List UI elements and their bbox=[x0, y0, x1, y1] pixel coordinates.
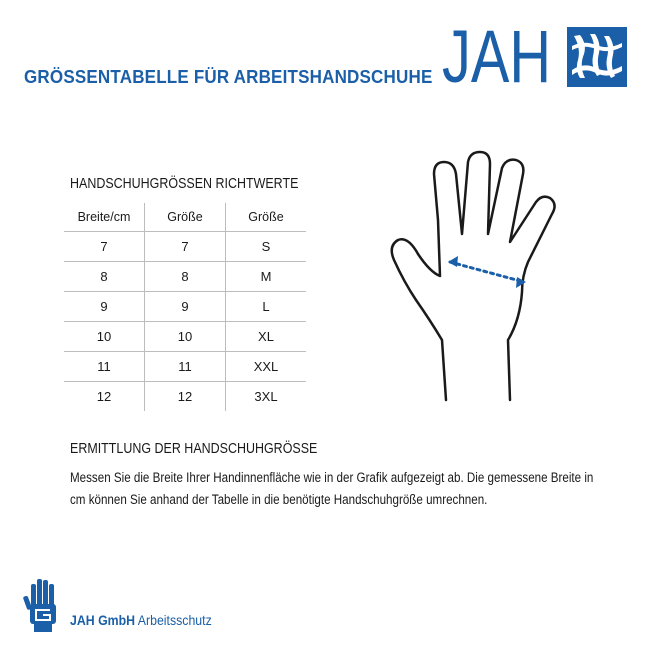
brand-logo bbox=[442, 15, 632, 100]
size-table-heading: HANDSCHUHGRÖSSEN RICHTWERTE bbox=[70, 176, 299, 192]
hand-measurement-icon bbox=[378, 150, 588, 405]
table-row bbox=[64, 262, 306, 292]
brand-mark-icon bbox=[566, 26, 628, 88]
table-cell: 8 bbox=[64, 262, 145, 292]
measurement-heading: ERMITTLUNG DER HANDSCHUHGRÖSSE bbox=[70, 441, 318, 457]
company-logo-icon bbox=[22, 578, 62, 634]
arrow-head-left bbox=[448, 256, 458, 267]
table-cell: 12 bbox=[64, 382, 145, 412]
column-header-size-number: Größe bbox=[145, 203, 226, 232]
measurement-instructions: Messen Sie die Breite Ihrer Handinnenfläche wie in der Grafik aufgezeigt ab. Die gemessene Breite in cm können Sie anhand der Tabelle in die benötigte Handschuhgröße umrechnen. bbox=[70, 470, 594, 507]
column-header-width: Breite/cm bbox=[77, 210, 131, 224]
brand-name: JAH bbox=[442, 15, 552, 98]
table-row bbox=[64, 232, 306, 262]
size-table bbox=[64, 203, 306, 411]
measurement-arrow bbox=[450, 262, 524, 282]
table-cell: 10 bbox=[145, 322, 226, 352]
table-cell: L bbox=[226, 292, 307, 322]
table-cell: 9 bbox=[145, 292, 226, 322]
table-cell: XXL bbox=[226, 352, 307, 382]
table-row bbox=[64, 382, 306, 412]
table-cell: 3XL bbox=[226, 382, 307, 412]
table-cell: 11 bbox=[64, 352, 145, 382]
table-cell: S bbox=[226, 232, 307, 262]
table-row bbox=[64, 292, 306, 322]
table-cell: M bbox=[226, 262, 307, 292]
table-row bbox=[64, 322, 306, 352]
table-cell: 9 bbox=[64, 292, 145, 322]
table-cell: 11 bbox=[145, 352, 226, 382]
table-cell: 8 bbox=[145, 262, 226, 292]
table-cell: XL bbox=[226, 322, 307, 352]
page-title: GRÖSSENTABELLE FÜR ARBEITSHANDSCHUHE bbox=[24, 66, 433, 87]
footer-company-name: JAH GmbH bbox=[70, 612, 136, 628]
table-cell: 12 bbox=[145, 382, 226, 412]
hand-outline bbox=[392, 152, 555, 400]
column-header-size-letter: Größe bbox=[226, 203, 307, 232]
footer-division: Arbeitsschutz bbox=[137, 612, 212, 628]
table-cell: 10 bbox=[64, 322, 145, 352]
footer-company-text bbox=[70, 612, 212, 628]
table-cell: 7 bbox=[145, 232, 226, 262]
table-row bbox=[64, 352, 306, 382]
table-header-row bbox=[64, 203, 306, 232]
table-cell: 7 bbox=[64, 232, 145, 262]
